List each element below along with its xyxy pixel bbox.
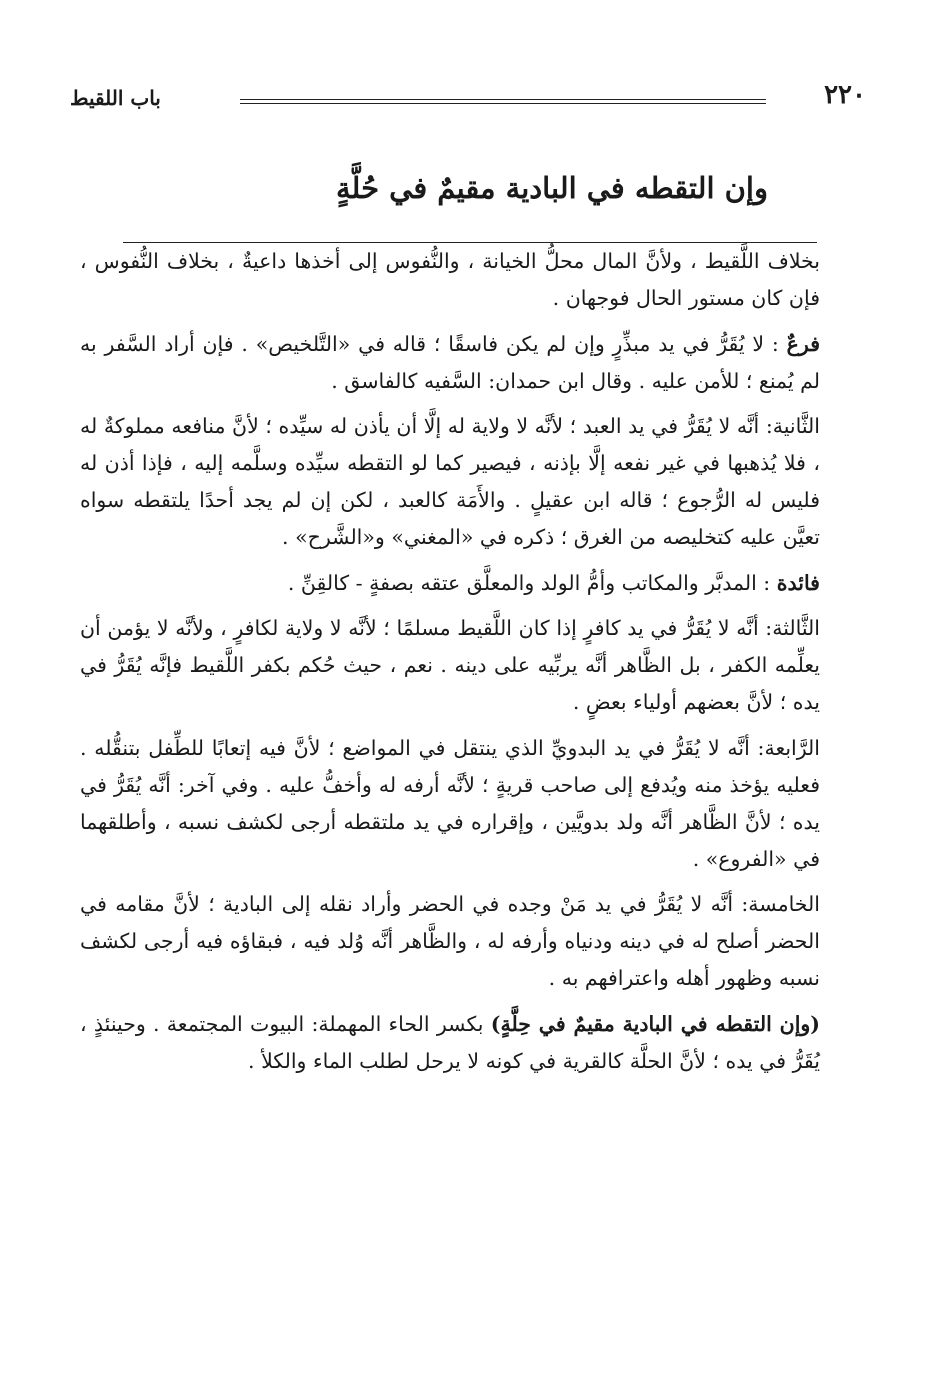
paragraph-lead: (وإن التقطه في البادية مقيمٌ في حِلَّةٍ): [490, 1011, 821, 1036]
paragraph-text: الخامسة: أنَّه لا يُقَرُّ في يد مَنْ وجده في الحضر وأراد نقله إلى البادية ؛ لأنَّ مقامه في الحضر أصلح له في دينه ودنياه وأرفه له ، والظَّاهر أنَّه وُلد فيه ، فبقاؤه فيه أرجى لكشف نسبه وظهور أهله واعترافهم به .: [80, 892, 820, 990]
running-title: باب اللقيط: [70, 86, 161, 110]
paragraph-3: [80, 408, 820, 556]
matn-heading: وإن التقطه في البادية مقيمٌ في حُلَّةٍ: [336, 171, 768, 205]
paragraph-2: [80, 326, 820, 400]
paragraph-text: : لا يُقَرُّ في يد مبذِّرٍ وإن لم يكن فاسقًا ؛ قاله في «التَّلخيص» . فإن أراد السَّفر به لم يُمنع ؛ للأمن عليه . وقال ابن حمدان: السَّفيه كالفاسق .: [80, 331, 820, 393]
paragraph-4: [80, 565, 820, 602]
paragraph-lead: فائدة: [776, 570, 820, 595]
paragraph-lead: فرعٌ: [786, 331, 820, 356]
paragraph-7: [80, 886, 820, 997]
paragraph-text: الثَّانية: أنَّه لا يُقَرُّ في يد العبد ؛ لأنَّه لا ولاية له إلَّا أن يأذن له سيِّده ؛ لأنَّ منافعه مملوكةٌ له ، فلا يُذهبها في غير نفعه إلَّا بإذنه ، فيصير كما لو التقطه سيِّده وسلَّمه إليه ، فإذا أذن له فليس له الرُّجوع ؛ قاله ابن عقيلٍ . والأَمَة كالعبد ، لكن إن لم يجد أحدًا يلتقطه سواه تعيَّن عليه كتخليصه من الغرق ؛ ذكره في «المغني» و«الشَّرح» .: [80, 414, 820, 549]
paragraph-6: [80, 730, 820, 878]
paragraph-text: بخلاف اللَّقيط ، ولأنَّ المال محلُّ الخيانة ، والنُّفوس إلى أخذها داعيةٌ ، بخلاف النُّفوس ، فإن كان مستور الحال فوجهان .: [80, 249, 820, 310]
commentary-body: [80, 243, 820, 1088]
paragraph-8: [80, 1006, 820, 1080]
paragraph-text: الثَّالثة: أنَّه لا يُقَرُّ في يد كافرٍ إذا كان اللَّقيط مسلمًا ؛ لأنَّه لا ولاية لكافرٍ ، ولأنَّه لا يؤمن أن يعلِّمه الكفر ، بل الظَّاهر أنَّه يربِّيه على دينه . نعم ، حيث حُكم بكفر اللَّقيط فإنَّه يُقَرُّ في يده ؛ لأنَّ بعضهم أولياء بعضٍ .: [80, 616, 820, 714]
paragraph-text: الرَّابعة: أنَّه لا يُقَرُّ في يد البدويِّ الذي ينتقل في المواضع ؛ لأنَّ فيه إتعابًا للطِّفل بتنقُّله . فعليه يؤخذ منه ويُدفع إلى صاحب قريةٍ ؛ لأنَّه أرفه له وأخفُّ عليه . وفي آخر: أنَّه يُقَرُّ في يده ؛ لأنَّ الظَّاهر أنَّه ولد بدويَّين ، وإقراره في يد ملتقطه أرجى لكشف نسبه ، وأطلقهما في «الفروع» .: [80, 735, 820, 871]
page-number: ٢٢٠: [824, 80, 866, 110]
header-rule: [240, 99, 766, 104]
paragraph-1: [80, 243, 820, 317]
paragraph-5: [80, 610, 820, 721]
paragraph-text: بكسر الحاء المهملة: البيوت المجتمعة . وحينئذٍ ، يُقَرُّ في يده ؛ لأنَّ الحلَّة كالقرية في كونه لا يرحل لطلب الماء والكلأ .: [80, 1011, 820, 1073]
page-header: [70, 80, 866, 120]
paragraph-text: : المدبَّر والمكاتب وأمُّ الولد والمعلَّق عتقه بصفةٍ - كالقِنِّ .: [287, 570, 777, 595]
